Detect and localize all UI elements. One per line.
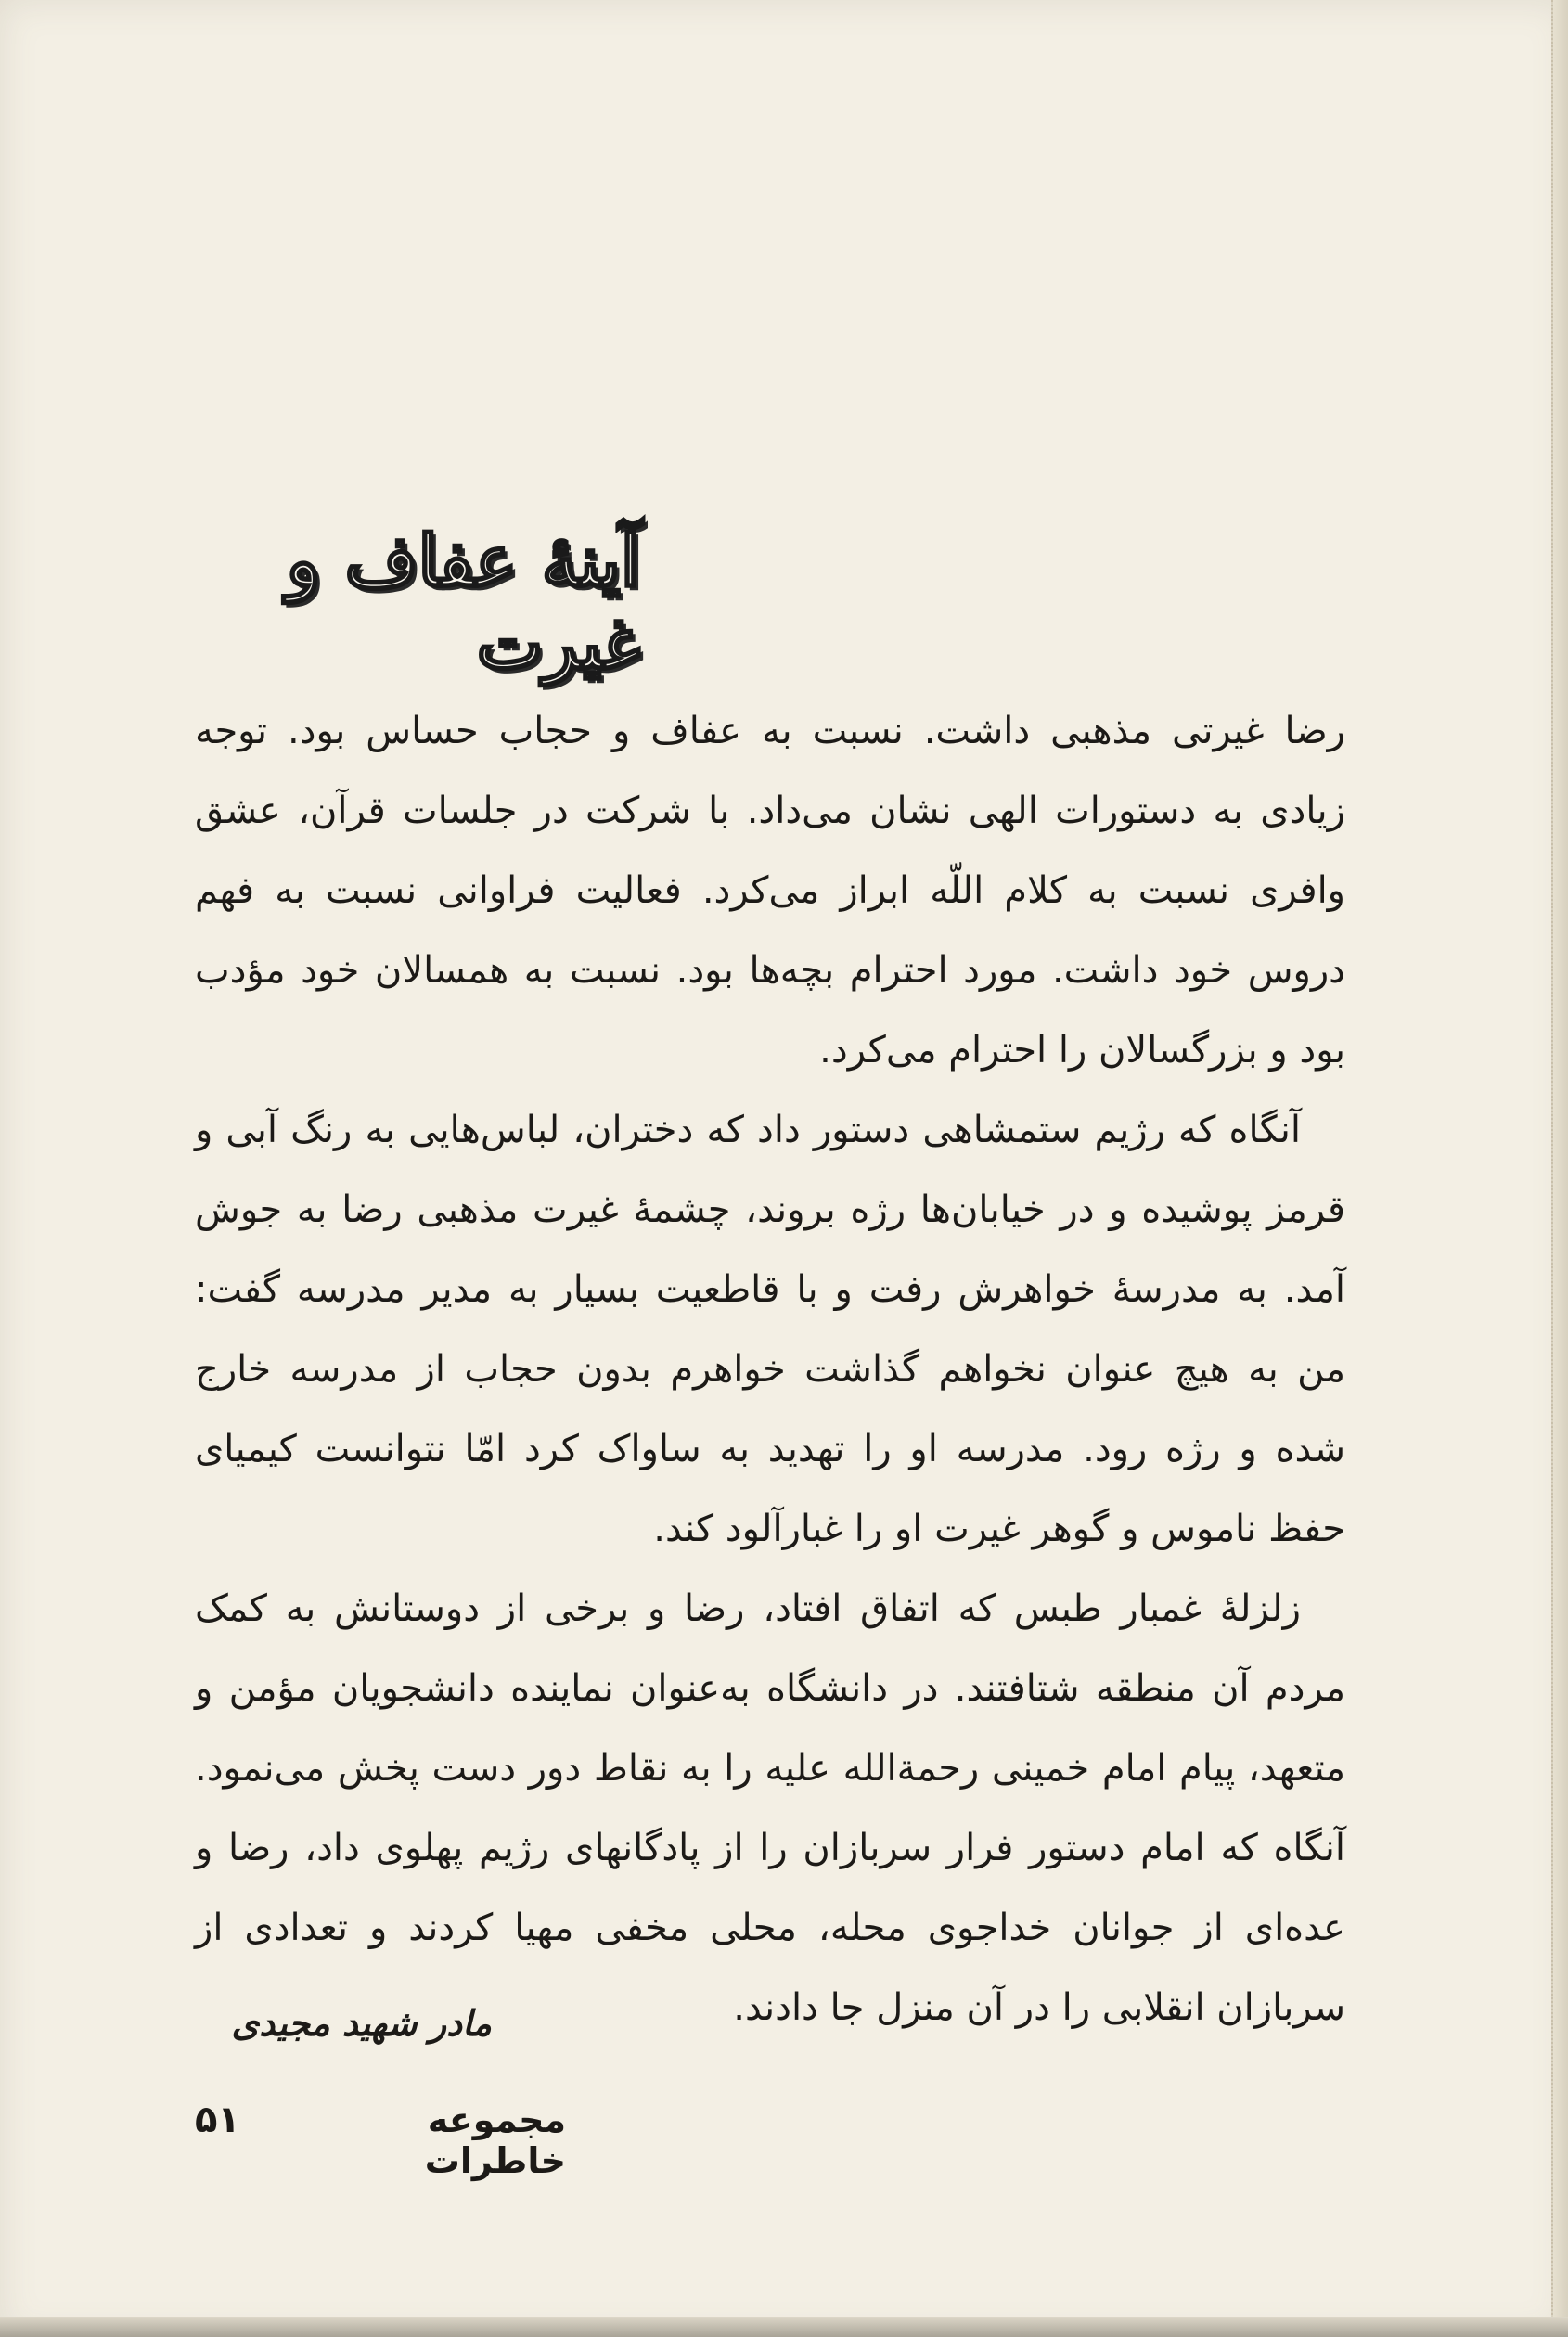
paragraph-1: رضا غیرتی مذهبی داشت. نسبت به عفاف و حجاب حساس بود. توجه زیادی به دستورات الهی نشان می‌داد. با شرکت در جلسات قرآن، عشق وافری نسبت به کلام اللّه ابراز می‌کرد. فعالیت فراوانی نسبت به فهم دروس خود داشت. مورد احترام بچه‌ها بود. نسبت به همسالان خود مؤدب بود و بزرگسالان را احترام می‌کرد. bbox=[195, 710, 1345, 1072]
signature: مادر شهید مجیدی bbox=[231, 2002, 492, 2044]
chapter-title: آینهٔ عفاف و غیرت bbox=[286, 520, 640, 685]
body-text bbox=[195, 691, 1345, 2048]
page-right-edge bbox=[1551, 0, 1568, 2337]
scan-bottom-edge bbox=[0, 2317, 1568, 2337]
paragraph-2: آنگاه که رژیم ستمشاهی دستور داد که دختران، لباس‌هایی به رنگ آبی و قرمز پوشیده و در خیابان‌ها رژه بروند، چشمهٔ غیرت مذهبی رضا به جوش آمد. به مدرسهٔ خواهرش رفت و با قاطعیت بسیار به مدیر مدرسه گفت: من به هیچ عنوان نخواهم گذاشت خواهرم بدون حجاب از مدرسه خارج شده و رژه رود. مدرسه او را تهدید به ساواک کرد امّا نتوانست کیمیای حفظ ناموس و گوهر غیرت او را غبارآلود کند. bbox=[195, 1109, 1345, 1550]
paragraph-3: زلزلهٔ غمبار طبس که اتفاق افتاد، رضا و برخی از دوستانش به کمک مردم آن منطقه شتافتند. در دانشگاه به‌عنوان نماینده دانشجویان مؤمن و متعهد، پیام امام خمینی رحمة‌الله علیه را به نقاط دور دست پخش می‌نمود. آنگاه که امام دستور فرار سربازان را از پادگانهای رژیم پهلوی داد، رضا و عده‌ای از جوانان خداجوی محله، محلی مخفی مهیا کردند و تعدادی از سربازان انقلابی را در آن منزل جا دادند. bbox=[195, 1587, 1345, 2029]
page-number: ۵۱ bbox=[195, 2099, 240, 2141]
book-title: مجموعه خاطرات bbox=[424, 2099, 566, 2181]
page-footer bbox=[195, 2099, 566, 2181]
